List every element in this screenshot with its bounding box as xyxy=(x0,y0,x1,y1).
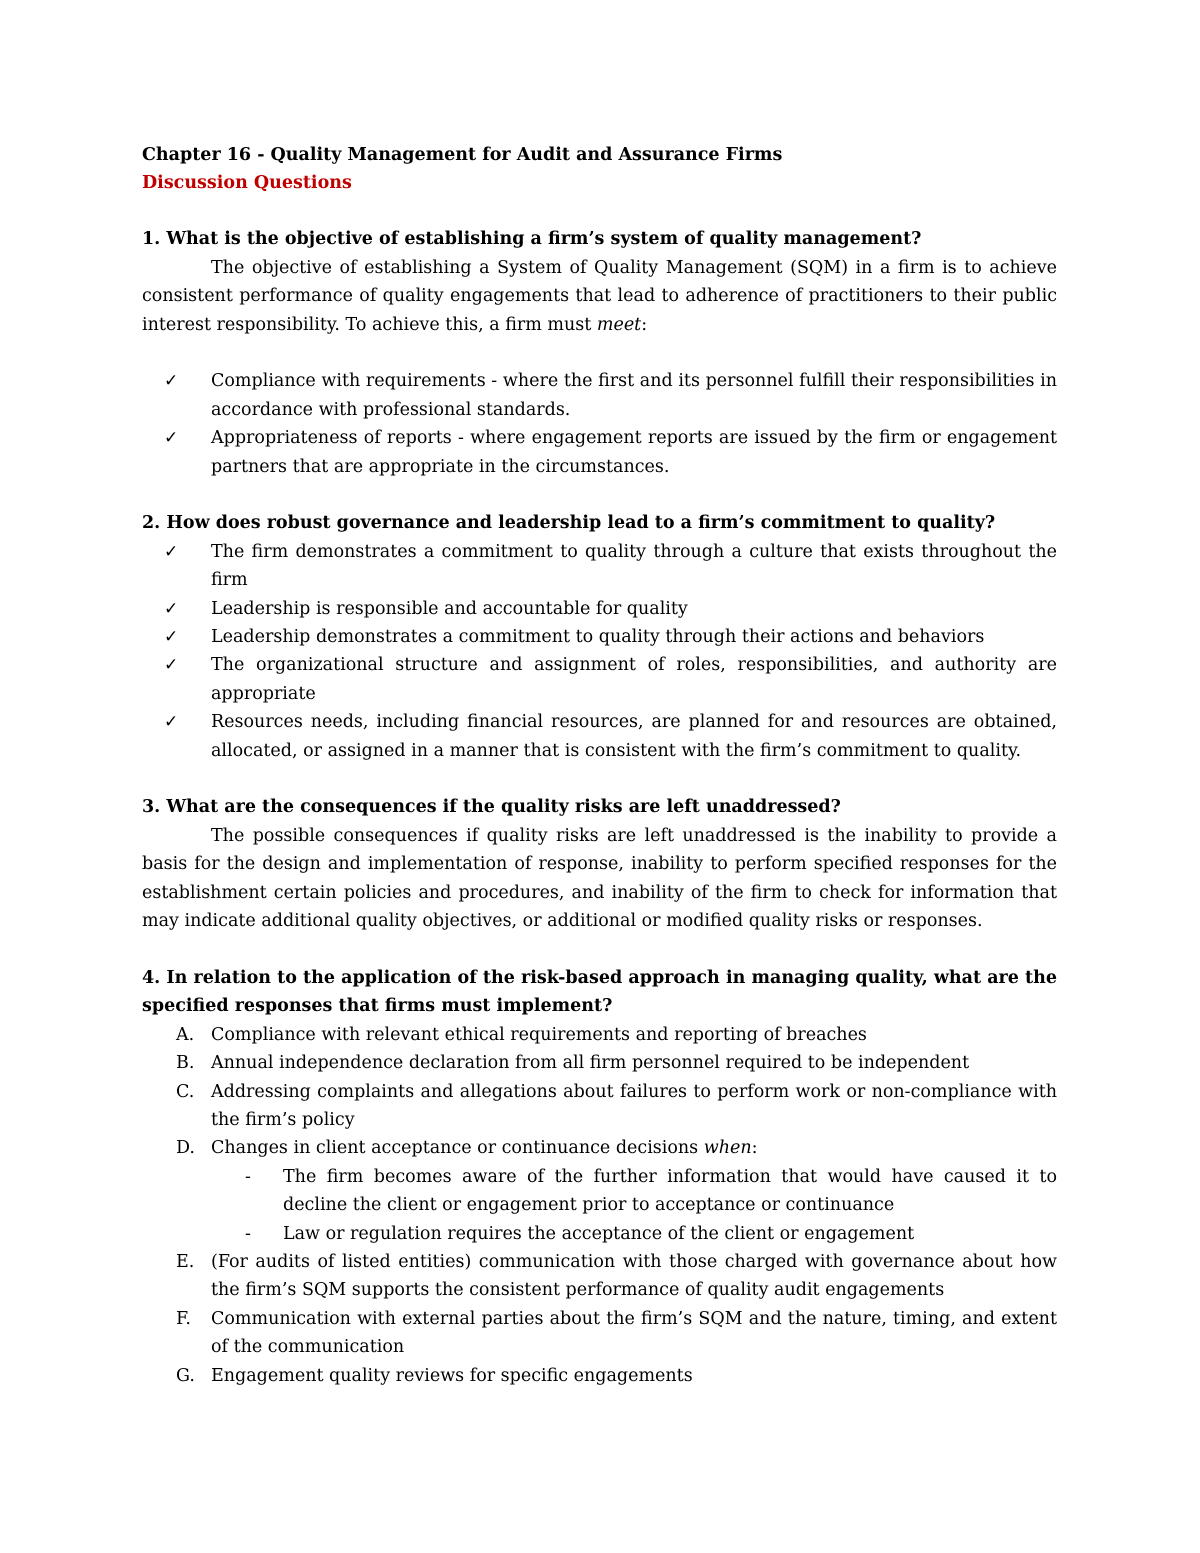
sub-list-item-text: The firm becomes aware of the further information that would have caused it to decline the client or engagement prior to acceptance or continuance xyxy=(283,1166,1057,1216)
list-item-text: Leadership is responsible and accountable for quality xyxy=(211,598,688,619)
list-item-text: Compliance with requirements - where the first and its personnel fulfill their responsibilities in accordance with professional standards. xyxy=(211,371,1057,420)
list-item xyxy=(142,1049,1057,1077)
question-4: 4. In relation to the application of the risk-based approach in managing quality, what are the specified responses that firms must implement? xyxy=(142,967,1057,1017)
chapter-title: Chapter 16 - Quality Management for Audit and Assurance Firms xyxy=(142,145,783,165)
question-1: 1. What is the objective of establishing a firm’s system of quality management? xyxy=(142,229,922,250)
list-label: B. xyxy=(176,1053,195,1074)
answer-1 xyxy=(142,254,1057,339)
list-label: G. xyxy=(176,1365,195,1386)
spacer xyxy=(142,936,1057,964)
list-item xyxy=(142,538,1057,595)
list-item xyxy=(142,651,1057,708)
q1-checklist xyxy=(142,367,1057,481)
list-label: F. xyxy=(176,1308,191,1329)
checkmark-icon: ✓ xyxy=(164,371,179,392)
list-item-text: Resources needs, including financial resources, are planned for and resources are obtained, allocated, or assigned in a manner that is consistent with the firm’s commitment to quality. xyxy=(211,712,1057,761)
spacer xyxy=(142,481,1057,509)
list-label: E. xyxy=(176,1251,195,1272)
answer-1-tail: : xyxy=(641,314,648,335)
checkmark-icon: ✓ xyxy=(164,541,179,562)
list-label: D. xyxy=(176,1138,195,1159)
list-item-text: Communication with external parties about the firm’s SQM and the nature, timing, and extent of the communication xyxy=(211,1308,1057,1358)
list-item-text: Changes in client acceptance or continuance decisions xyxy=(211,1138,704,1159)
sub-list-item xyxy=(211,1220,1057,1248)
spacer xyxy=(142,197,1057,225)
list-item-text: Engagement quality reviews for specific engagements xyxy=(211,1365,693,1386)
list-item xyxy=(142,1134,1057,1248)
list-label: A. xyxy=(176,1024,195,1045)
q4-sublist xyxy=(211,1163,1057,1248)
question-3: 3. What are the consequences if the quality risks are left unaddressed? xyxy=(142,797,841,818)
checkmark-icon: ✓ xyxy=(164,712,179,733)
list-item-text: The firm demonstrates a commitment to quality through a culture that exists throughout the firm xyxy=(211,541,1057,591)
sub-list-item xyxy=(211,1163,1057,1220)
list-item xyxy=(142,424,1057,481)
list-item xyxy=(142,1305,1057,1362)
list-item xyxy=(142,1078,1057,1135)
list-item-text: Compliance with relevant ethical requirements and reporting of breaches xyxy=(211,1024,867,1045)
dash-marker: - xyxy=(245,1223,251,1244)
list-item-text: Leadership demonstrates a commitment to quality through their actions and behaviors xyxy=(211,627,985,648)
list-item-text: Appropriateness of reports - where engagement reports are issued by the firm or engagement partners that are appropriate in the circumstances. xyxy=(211,428,1057,477)
list-item xyxy=(142,367,1057,424)
answer-1-text: The objective of establishing a System of Quality Management (SQM) in a firm is to achieve consistent performance of quality engagements that lead to adherence of practitioners to their public interest responsibility. To achieve this, a firm must xyxy=(142,257,1057,335)
list-item xyxy=(142,1362,1057,1390)
checkmark-icon: ✓ xyxy=(164,598,179,619)
answer-3: The possible consequences if quality risks are left unaddressed is the inability to provide a basis for the design and implementation of response, inability to perform specified responses for the establishment certain policies and procedures, and inability of the firm to check for information that may indicate additional quality objectives, or additional or modified quality risks or responses. xyxy=(142,825,1057,932)
question-2: 2. How does robust governance and leadership lead to a firm’s commitment to quality? xyxy=(142,513,996,534)
list-item-text: Addressing complaints and allegations about failures to perform work or non-compliance with the firm’s policy xyxy=(211,1081,1057,1130)
list-item xyxy=(142,1248,1057,1305)
checkmark-icon: ✓ xyxy=(164,627,179,648)
spacer xyxy=(142,339,1057,367)
list-item-tail: : xyxy=(751,1138,758,1159)
list-item-text: The organizational structure and assignment of roles, responsibilities, and authority are appropriate xyxy=(211,655,1057,704)
spacer xyxy=(142,765,1057,793)
answer-1-emphasis: meet xyxy=(596,314,642,335)
list-item-emphasis: when xyxy=(703,1138,752,1159)
list-item-text: (For audits of listed entities) communication with those charged with governance about how the firm’s SQM supports the consistent performance of quality audit engagements xyxy=(211,1251,1057,1301)
list-item xyxy=(142,623,1057,651)
q2-checklist xyxy=(142,538,1057,765)
dash-marker: - xyxy=(245,1166,251,1187)
q4-list xyxy=(142,1021,1057,1390)
list-label: C. xyxy=(176,1081,195,1102)
checkmark-icon: ✓ xyxy=(164,655,179,676)
list-item xyxy=(142,595,1057,623)
list-item xyxy=(142,708,1057,765)
sub-list-item-text: Law or regulation requires the acceptance of the client or engagement xyxy=(283,1223,915,1244)
list-item-text: Annual independence declaration from all firm personnel required to be independent xyxy=(211,1053,970,1074)
list-item xyxy=(142,1021,1057,1049)
checkmark-icon: ✓ xyxy=(164,428,179,449)
section-subtitle: Discussion Questions xyxy=(142,173,352,193)
